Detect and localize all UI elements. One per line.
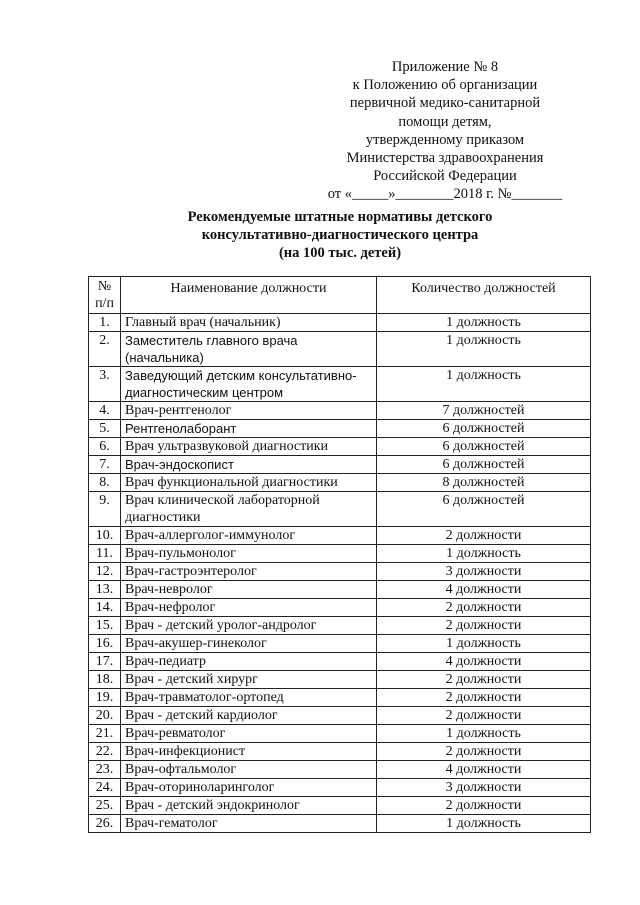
- row-number: 20.: [89, 707, 121, 725]
- table-row: [89, 314, 591, 332]
- table-row: [89, 438, 591, 456]
- header-number-line2: п/п: [95, 296, 114, 311]
- row-number: 11.: [89, 545, 121, 563]
- row-position-name: Врач-нефролог: [121, 599, 377, 617]
- row-quantity: 6 должностей: [377, 456, 591, 474]
- table-row: [89, 653, 591, 671]
- row-position-name: Врач-оториноларинголог: [121, 779, 377, 797]
- row-position-name: Врач-рентгенолог: [121, 402, 377, 420]
- table-row: [89, 779, 591, 797]
- row-quantity: 1 должность: [377, 815, 591, 833]
- header-quantity: Количество должностей: [377, 277, 591, 314]
- row-number: 15.: [89, 617, 121, 635]
- appendix-line: Приложение № 8: [391, 59, 499, 75]
- row-quantity: 3 должности: [377, 563, 591, 581]
- table-row: [89, 797, 591, 815]
- row-number: 17.: [89, 653, 121, 671]
- document-title: [60, 208, 620, 262]
- appendix-line: Министерства здравоохранения: [346, 150, 544, 167]
- row-number: 23.: [89, 761, 121, 779]
- row-position-name: Врач - детский эндокринолог: [121, 797, 377, 815]
- row-quantity: 1 должность: [377, 332, 591, 367]
- row-quantity: 1 должность: [377, 314, 591, 332]
- appendix-line: помощи детям,: [398, 113, 492, 130]
- row-quantity: 2 должности: [377, 707, 591, 725]
- row-quantity: 7 должностей: [377, 402, 591, 420]
- row-position-name: Врач ультразвуковой диагностики: [121, 438, 377, 456]
- row-position-name: Врач - детский кардиолог: [121, 707, 377, 725]
- table-row: [89, 617, 591, 635]
- row-quantity: 2 должности: [377, 599, 591, 617]
- row-number: 18.: [89, 671, 121, 689]
- row-quantity: 2 должности: [377, 671, 591, 689]
- row-quantity: 6 должностей: [377, 420, 591, 438]
- row-position-name: Врач - детский хирург: [121, 671, 377, 689]
- table-row: [89, 671, 591, 689]
- row-position-name: Врач-невролог: [121, 581, 377, 599]
- appendix-line: Российской Федерации: [373, 168, 517, 185]
- title-line: консультативно-диагностического центра: [201, 227, 479, 243]
- row-position-name: Врач-гастроэнтеролог: [121, 563, 377, 581]
- row-position-name: Заведующий детским консультативно-диагностическим центром: [121, 367, 377, 402]
- table-row: [89, 815, 591, 833]
- table-row: [89, 492, 591, 527]
- table-row: [89, 725, 591, 743]
- row-quantity: 2 должности: [377, 527, 591, 545]
- row-position-name: Главный врач (начальник): [121, 314, 377, 332]
- row-position-name: Врач-аллерголог-иммунолог: [121, 527, 377, 545]
- table-header-row: [89, 277, 591, 314]
- row-number: 9.: [89, 492, 121, 527]
- row-number: 12.: [89, 563, 121, 581]
- row-quantity: 2 должности: [377, 617, 591, 635]
- row-number: 5.: [89, 420, 121, 438]
- row-position-name: Рентгенолаборант: [121, 420, 377, 438]
- row-number: 25.: [89, 797, 121, 815]
- row-number: 2.: [89, 332, 121, 367]
- row-position-name: Врач-офтальмолог: [121, 761, 377, 779]
- table-row: [89, 367, 591, 402]
- appendix-line: от «_____»________2018 г. №_______: [327, 186, 563, 203]
- row-position-name: Врач-гематолог: [121, 815, 377, 833]
- row-number: 24.: [89, 779, 121, 797]
- table-row: [89, 402, 591, 420]
- table-row: [89, 332, 591, 367]
- table-row: [89, 563, 591, 581]
- row-position-name: Заместитель главного врача (начальника): [121, 332, 377, 367]
- row-number: 22.: [89, 743, 121, 761]
- row-number: 7.: [89, 456, 121, 474]
- row-quantity: 6 должностей: [377, 438, 591, 456]
- table-row: [89, 707, 591, 725]
- row-quantity: 2 должности: [377, 743, 591, 761]
- table-row: [89, 420, 591, 438]
- header-number-line1: №: [97, 279, 112, 294]
- row-number: 1.: [89, 314, 121, 332]
- table-row: [89, 743, 591, 761]
- appendix-line: первичной медико-санитарной: [349, 95, 541, 112]
- row-position-name: Врач-эндоскопист: [121, 456, 377, 474]
- table-row: [89, 599, 591, 617]
- row-quantity: 6 должностей: [377, 492, 591, 527]
- row-quantity: 1 должность: [377, 725, 591, 743]
- header-number: [89, 277, 121, 314]
- row-quantity: 3 должности: [377, 779, 591, 797]
- row-number: 14.: [89, 599, 121, 617]
- row-quantity: 1 должность: [377, 635, 591, 653]
- staffing-table: [88, 276, 591, 833]
- row-number: 16.: [89, 635, 121, 653]
- row-quantity: 4 должности: [377, 653, 591, 671]
- table-row: [89, 635, 591, 653]
- title-line: Рекомендуемые штатные нормативы детского: [187, 209, 493, 225]
- row-number: 4.: [89, 402, 121, 420]
- appendix-line: к Положению об организации: [352, 77, 538, 94]
- row-quantity: 8 должностей: [377, 474, 591, 492]
- row-position-name: Врач-педиатр: [121, 653, 377, 671]
- appendix-header: [300, 58, 590, 204]
- row-position-name: Врач - детский уролог-андролог: [121, 617, 377, 635]
- row-position-name: Врач-акушер-гинеколог: [121, 635, 377, 653]
- row-quantity: 1 должность: [377, 545, 591, 563]
- row-number: 19.: [89, 689, 121, 707]
- header-position-name: Наименование должности: [121, 277, 377, 314]
- table-body: [89, 314, 591, 833]
- row-number: 10.: [89, 527, 121, 545]
- row-quantity: 4 должности: [377, 761, 591, 779]
- row-quantity: 1 должность: [377, 367, 591, 402]
- row-number: 6.: [89, 438, 121, 456]
- table-row: [89, 527, 591, 545]
- table-row: [89, 761, 591, 779]
- row-quantity: 2 должности: [377, 689, 591, 707]
- title-line: (на 100 тыс. детей): [278, 245, 402, 261]
- row-position-name: Врач-травматолог-ортопед: [121, 689, 377, 707]
- row-position-name: Врач клинической лабораторной диагностики: [121, 492, 377, 527]
- row-quantity: 4 должности: [377, 581, 591, 599]
- table-row: [89, 689, 591, 707]
- row-number: 26.: [89, 815, 121, 833]
- row-number: 13.: [89, 581, 121, 599]
- row-position-name: Врач функциональной диагностики: [121, 474, 377, 492]
- row-number: 3.: [89, 367, 121, 402]
- row-position-name: Врач-пульмонолог: [121, 545, 377, 563]
- table-row: [89, 474, 591, 492]
- row-position-name: Врач-инфекционист: [121, 743, 377, 761]
- table-row: [89, 581, 591, 599]
- row-position-name: Врач-ревматолог: [121, 725, 377, 743]
- table-row: [89, 545, 591, 563]
- table-row: [89, 456, 591, 474]
- row-number: 8.: [89, 474, 121, 492]
- appendix-line: утвержденному приказом: [365, 131, 525, 148]
- row-quantity: 2 должности: [377, 797, 591, 815]
- row-number: 21.: [89, 725, 121, 743]
